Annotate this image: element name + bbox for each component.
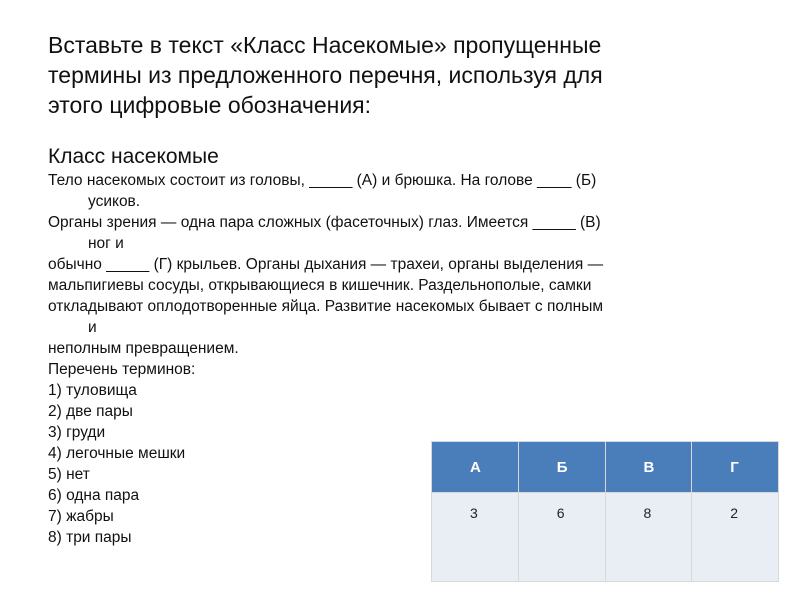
task-title-line: Вставьте в текст «Класс Насекомые» пропущенные	[48, 32, 602, 58]
answer-value-cell: 3	[432, 493, 519, 582]
text-line: откладывают оплодотворенные яйца. Развитие насекомых бывает с полным	[48, 298, 604, 315]
answer-value-row	[432, 493, 779, 582]
task-title-line: термины из предложенного перечня, используя для	[48, 62, 603, 88]
term-item: 1) туловища	[48, 382, 137, 399]
task-title-line: этого цифровые обозначения:	[48, 92, 372, 118]
term-item: 8) три пары	[48, 529, 132, 546]
text-line: усиков.	[88, 193, 141, 210]
answer-value-cell: 2	[692, 493, 779, 582]
term-item: 7) жабры	[48, 508, 114, 525]
answer-header-cell: А	[432, 442, 519, 493]
text-line: мальпигиевы сосуды, открывающиеся в кишечник. Раздельнополые, самки	[48, 277, 592, 294]
text-line: ног и	[88, 235, 124, 252]
answer-header-cell: Б	[518, 442, 605, 493]
text-line: Тело насекомых состоит из головы, _____ (А) и брюшка. На голове ____ (Б)	[48, 172, 597, 189]
text-line: Органы зрения — одна пара сложных (фасеточных) глаз. Имеется _____ (В)	[48, 214, 601, 231]
term-item: 6) одна пара	[48, 487, 140, 504]
term-item: 4) легочные мешки	[48, 445, 186, 462]
text-line: и	[88, 319, 97, 336]
task-title	[48, 30, 748, 120]
answer-value-cell: 8	[605, 493, 692, 582]
terms-heading: Перечень терминов:	[48, 361, 196, 378]
term-item: 5) нет	[48, 466, 90, 483]
answer-table	[431, 441, 779, 582]
answer-value-cell: 6	[518, 493, 605, 582]
term-item: 2) две пары	[48, 403, 133, 420]
term-item: 3) груди	[48, 424, 106, 441]
answer-header-cell: В	[605, 442, 692, 493]
answer-header-row	[432, 442, 779, 493]
answer-header-cell: Г	[692, 442, 779, 493]
text-line: обычно _____ (Г) крыльев. Органы дыхания — трахеи, органы выделения —	[48, 256, 604, 273]
text-heading: Класс насекомые	[48, 145, 219, 168]
text-line: неполным превращением.	[48, 340, 239, 357]
